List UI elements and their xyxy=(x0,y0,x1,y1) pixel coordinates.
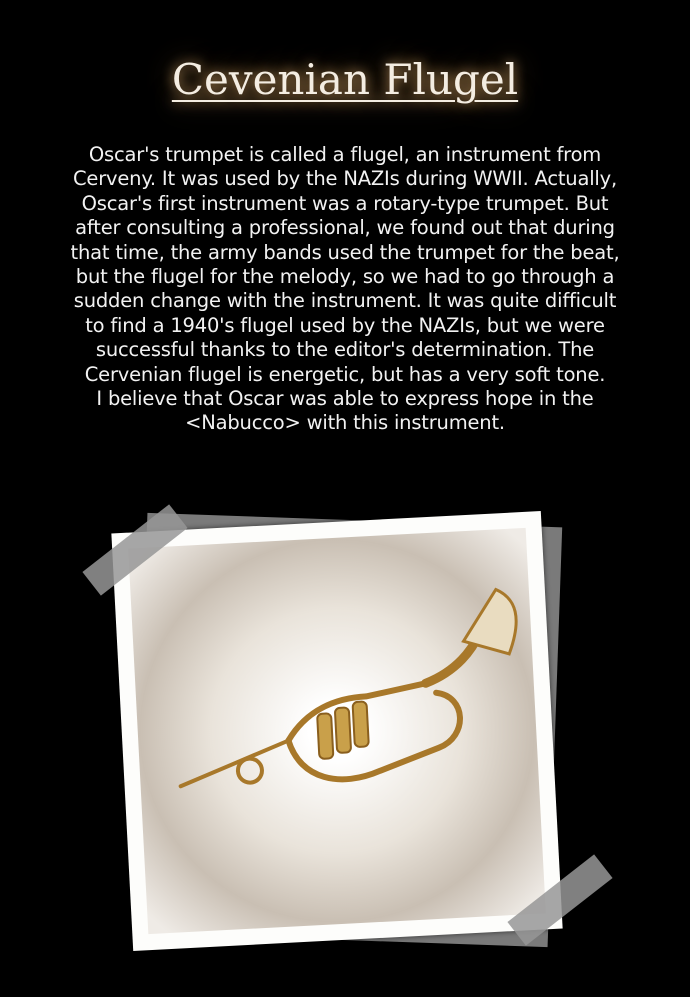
page-title: Cevenian Flugel xyxy=(171,55,519,104)
text-line: Oscar's trumpet is called a flugel, an instrument from xyxy=(88,143,602,166)
text-line: successful thanks to the editor's determination. The xyxy=(95,338,595,362)
text-line: but the flugel for the melody, so we had to go through a xyxy=(75,265,615,289)
text-line: <Nabucco> with this instrument. xyxy=(185,411,505,435)
text-line: Cervenian flugel is energetic, but has a very soft tone. xyxy=(84,362,606,386)
text-line: to find a 1940's flugel used by the NAZIs, but we were xyxy=(85,313,605,337)
flugelhorn-illustration xyxy=(128,528,546,934)
text-line: Oscar's first instrument was a rotary-type trumpet. But xyxy=(81,191,609,215)
text-line: after consulting a professional, we found out that during xyxy=(75,216,615,240)
flugelhorn-image xyxy=(128,528,546,934)
text-line: sudden change with the instrument. It was quite difficult xyxy=(73,289,617,313)
photo-frame xyxy=(111,511,562,951)
description-text xyxy=(40,143,650,436)
text-line: Cerveny. It was used by the NAZIs during WWII. Actually, xyxy=(73,167,617,191)
text-line: I believe that Oscar was able to express hope in the xyxy=(96,387,594,411)
text-line: that time, the army bands used the trumpet for the beat, xyxy=(70,240,620,264)
